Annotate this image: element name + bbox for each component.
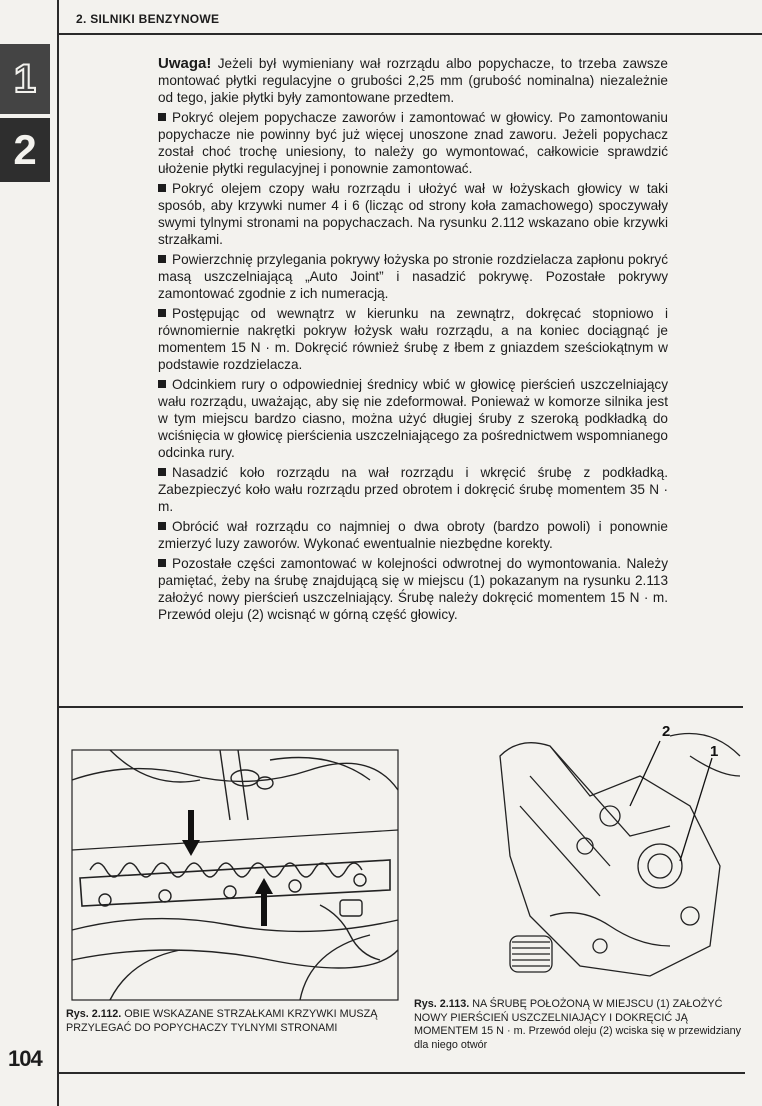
- header-rule: [57, 33, 762, 35]
- callout-1: 1: [710, 743, 719, 760]
- cylinder-head-illustration: [490, 716, 742, 988]
- step-paragraph: Pozostałe części zamontować w kolejności odwrotnej do wymontowania. Należy pamiętać, żeby na śrubę znajdującą się w miejscu (1) pokazanym na rysunku 2.113 założyć nowy pierścień uszczelniający. Śrubę należy dokręcić momentem 15 N · m. Przewód oleju (2) wcisnąć w górną część głowicy.: [158, 556, 668, 622]
- step-paragraph: Obrócić wał rozrządu co najmniej o dwa obroty (bardzo powoli) i ponownie zmierzyć luzy zaworów. Wykonać ewentualnie niezbędne korekty.: [158, 519, 668, 551]
- bullet-icon: [158, 255, 166, 263]
- step-paragraph: Pokryć olejem czopy wału rozrządu i ułożyć wał w łożyskach głowicy w taki sposób, aby krzywki numer 4 i 6 (licząc od strony koła zamachowego) spoczywały swymi tylnymi stronami na popychaczach. Na rysunku 2.112 wskazano obie krzywki strzałkami.: [158, 181, 668, 247]
- warning-label: Uwaga!: [158, 55, 212, 72]
- warning-text: Jeżeli był wymieniany wał rozrządu albo popychacze, to trzeba zawsze montować płytki regulacyjne o grubości 2,25 mm (grubość nominalna) niezależnie od tego, jakie płytki były zamontowane przedtem.: [158, 56, 668, 105]
- callout-2: 2: [662, 723, 671, 740]
- bullet-icon: [158, 522, 166, 530]
- running-header: 2. SILNIKI BENZYNOWE: [76, 12, 220, 26]
- bullet-icon: [158, 559, 166, 567]
- bullet-icon: [158, 184, 166, 192]
- bullet-icon: [158, 468, 166, 476]
- step-paragraph: Nasadzić koło rozrządu na wał rozrządu i wkręcić śrubę z podkładką. Zabezpieczyć koło wału rozrządu przed obrotem i dokręcić śrubę momentem 35 N · m.: [158, 465, 668, 514]
- step-paragraph: Powierzchnię przylegania pokrywy łożyska po stronie rozdzielacza zapłonu pokryć masą uszczelniającą „Auto Joint” i nasadzić pokrywę. Pozostałe pokrywy zamontować zgodnie z ich numeracją.: [158, 252, 668, 301]
- figure-2-113-caption: Rys. 2.113. NA ŚRUBĘ POŁOŻONĄ W MIEJSCU (1) ZAŁOŻYĆ NOWY PIERŚCIEŃ USZCZELNIAJĄCY I DOKRĘCIĆ JĄ MOMENTEM 15 N · m. Przewód oleju (2) wciska się w przewidziany dla niego otwór: [414, 998, 741, 1051]
- step-paragraph: Pokryć olejem popychacze zaworów i zamontować w głowicy. Po zamontowaniu popychacze nie powinny być już więcej unoszone znad zaworu. Jeżeli popychacz został choć trochę uniesiony, to należy go wymontować, całkowicie sprawdzić ułożenie płytki regulacyjnej i ponownie zamontować.: [158, 110, 668, 176]
- footer-rule: [57, 1072, 745, 1074]
- chapter-tab-2: 2: [0, 118, 50, 182]
- figure-2-112-caption: Rys. 2.112. OBIE WSKAZANE STRZAŁKAMI KRZYWKI MUSZĄ PRZYLEGAĆ DO POPYCHACZY TYLNYMI STRONAMI: [66, 1008, 378, 1034]
- chapter-tab-1: 1: [0, 44, 50, 114]
- figure-separator-rule: [57, 706, 743, 708]
- step-paragraph: Postępując od wewnątrz w kierunku na zewnątrz, dokręcać stopniowo i równomiernie nakrętki pokryw łożysk wału rozrządu, a na koniec dociągnąć je momentem 15 N · m. Dokręcić również śrubę z łbem z gniazdem sześciokątnym w podstawie rozdzielacza.: [158, 306, 668, 372]
- page-number: 104: [8, 1046, 42, 1071]
- body-text: [158, 55, 668, 626]
- bullet-icon: [158, 380, 166, 388]
- left-margin-rule: [57, 0, 59, 1106]
- bullet-icon: [158, 113, 166, 121]
- bullet-icon: [158, 309, 166, 317]
- step-paragraph: Odcinkiem rury o odpowiedniej średnicy wbić w głowicę pierścień uszczelniający wału rozrządu, uważając, aby się nie zdeformował. Ponieważ w komorze silnika jest w tym miejscu bardzo ciasno, można użyć długiej śruby z szeroką podkładką do wciśnięcia w głowicę pierścienia uszczelniającego za pośrednictwem wspomnianego odcinka rury.: [158, 377, 668, 460]
- camshaft-illustration: [70, 720, 400, 1002]
- warning-paragraph: [158, 55, 668, 106]
